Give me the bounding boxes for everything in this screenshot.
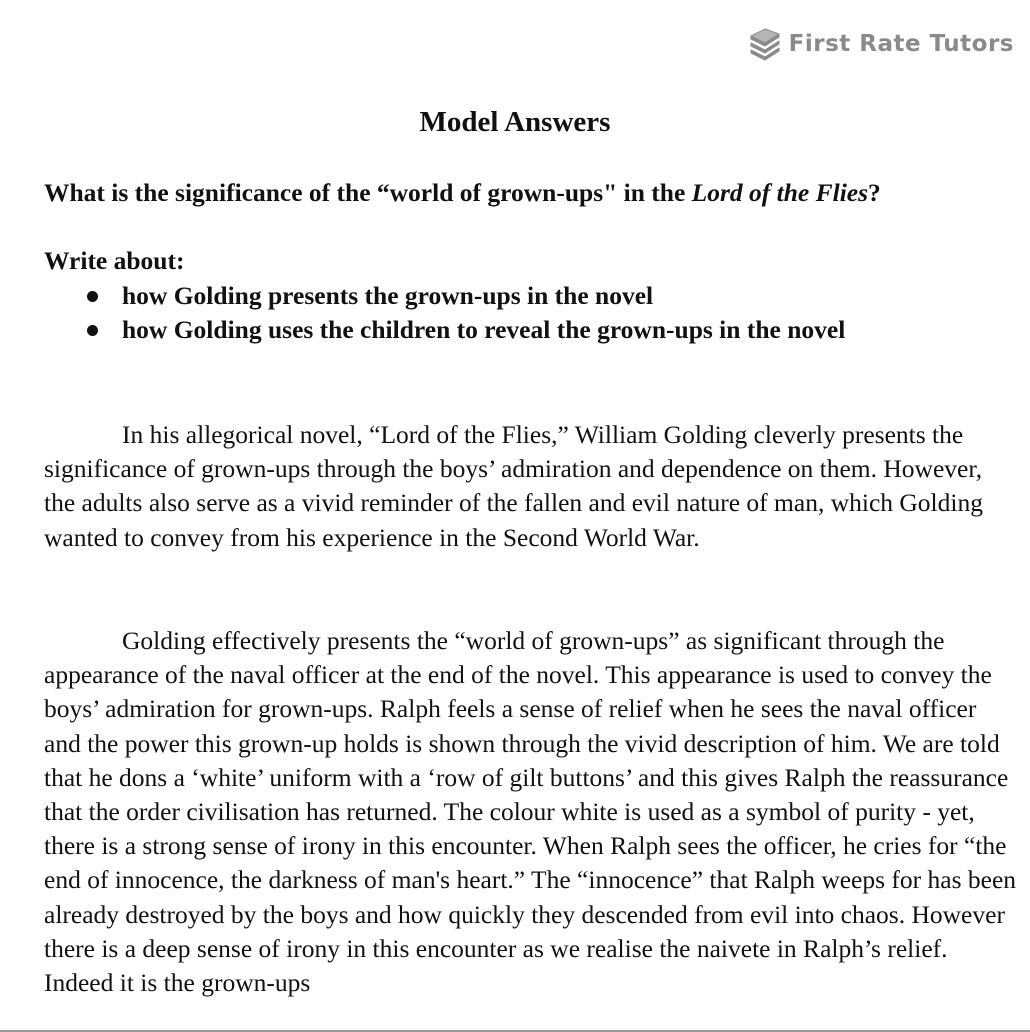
novel-title: Lord of the Flies — [691, 178, 869, 207]
page-title: Model Answers — [419, 106, 611, 138]
bullet-text: how Golding uses the children to reveal the grown-ups in the novel — [122, 315, 846, 344]
bullet-dot — [87, 325, 98, 336]
bullet-item — [84, 279, 845, 313]
paragraph-naval-officer: Golding effectively presents the “world of grown-ups” as significant through the appearance of the naval officer at the end of the novel. This appearance is used to convey the boys’ admiration for grown-ups. Ralph feels a sense of relief when he sees the naval officer and the power this grown-up holds is shown through the vivid description of him. We are told that he dons a ‘white’ uniform with a ‘row of gilt buttons’ and this gives Ralph the reassurance that the order civilisation has returned. The colour white is used as a symbol of purity - yet, there is a strong sense of irony in this encounter. When Ralph sees the officer, he cries for “the end of innocence, the darkness of man's heart.” The “innocence” that Ralph weeps for has been already destroyed by the boys and how quickly they descended from evil into chaos. However there is a deep sense of irony in this encounter as we realise the naivete in Ralph’s relief. Indeed it is the grown-ups — [44, 626, 1017, 998]
write-about-label: Write about: — [44, 246, 185, 275]
brand-logo — [747, 26, 1014, 62]
bullet-item — [84, 313, 845, 347]
question-mark: ? — [868, 178, 881, 207]
question-heading — [44, 176, 994, 210]
question-text: What is the significance of the “world of grown-ups" in the — [44, 178, 692, 207]
paragraph-introduction: In his allegorical novel, “Lord of the Flies,” William Golding cleverly presents the significance of grown-ups through the boys’ admiration and dependence on them. However, the adults also serve as a vivid reminder of the fallen and evil nature of man, which Golding wanted to convey from his experience in the Second World War. — [44, 420, 983, 552]
bullet-dot — [87, 291, 98, 302]
book-stack-icon — [747, 26, 783, 62]
brand-name: First Rate Tutors — [788, 31, 1014, 57]
bullet-list — [84, 279, 845, 347]
bullet-text: how Golding presents the grown-ups in the novel — [122, 281, 654, 310]
